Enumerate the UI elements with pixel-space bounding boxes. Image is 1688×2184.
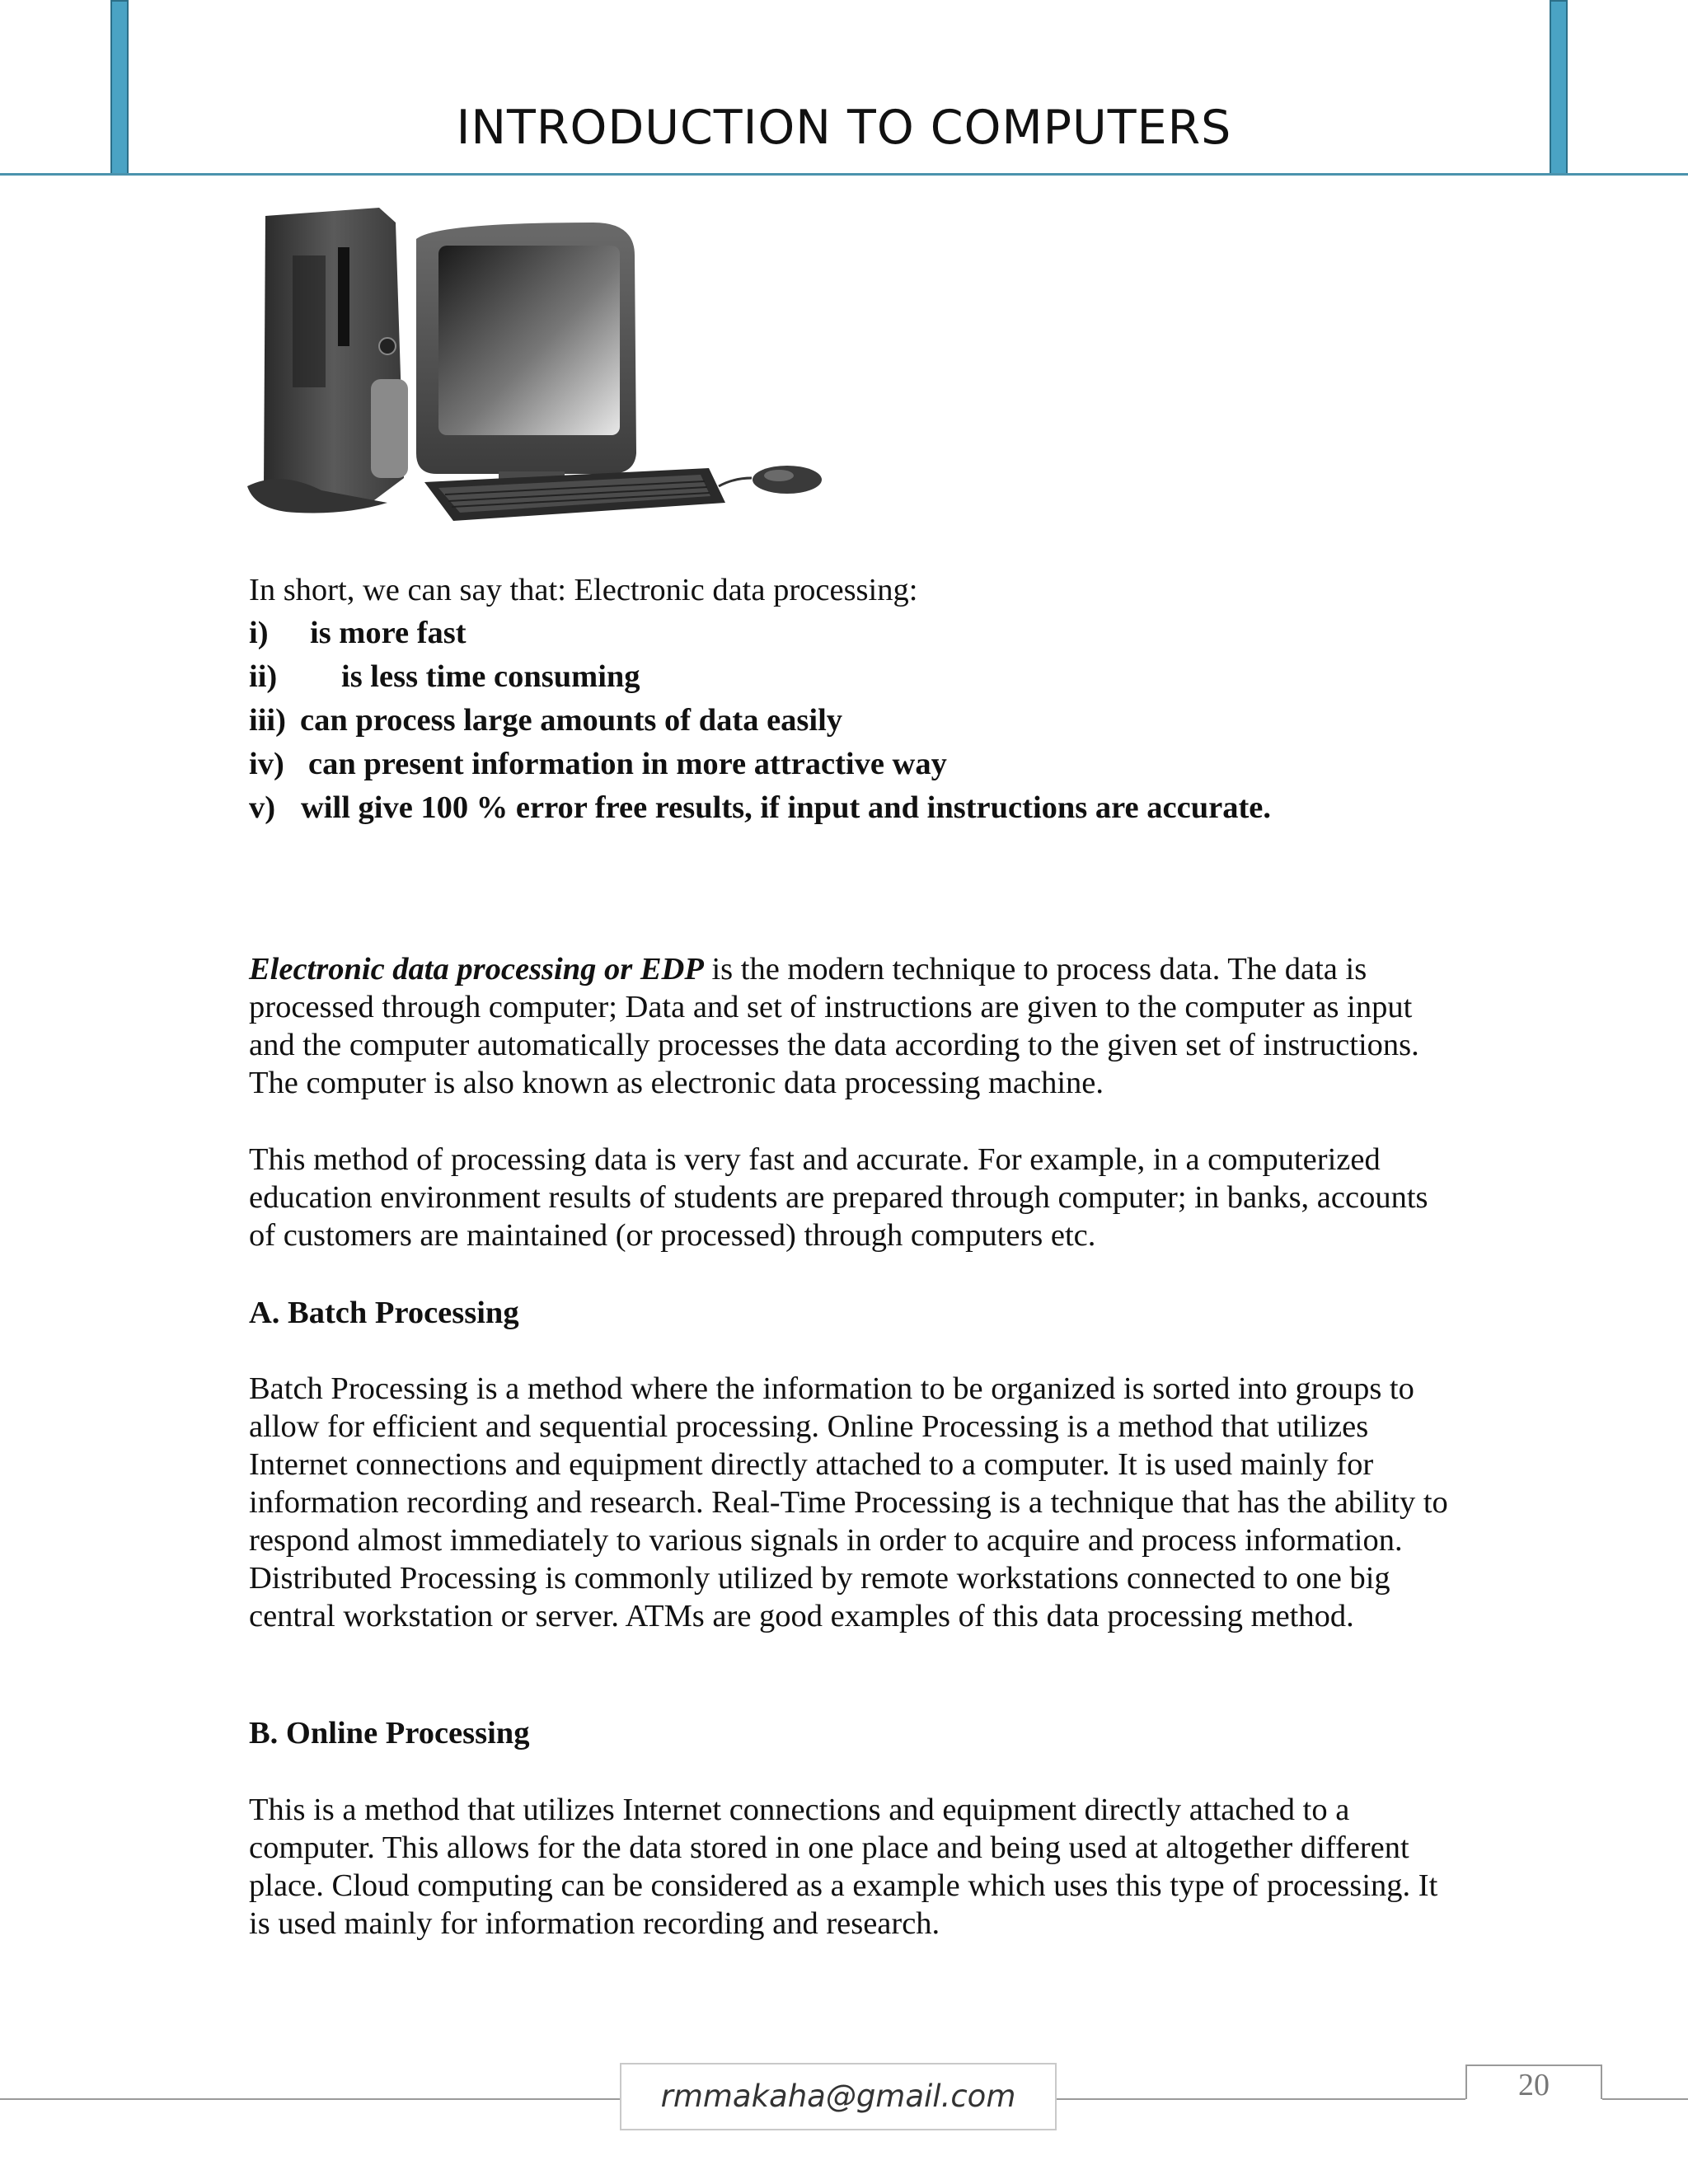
page-number: 20 [1518,2068,1550,2102]
list-item-text: is more fast [310,616,467,650]
online-paragraph: This is a method that utilizes Internet connections and equipment directly attached to a computer. This allows for the data stored in one place and being used at altogether different place. Cloud computing can be considered as a example which uses this type of processing. It is used mainly for information recording and research. [249,1793,1438,1941]
batch-heading: A. Batch Processing [249,1296,519,1330]
list-item-text: can present information in more attractive way [308,747,947,781]
list-item [249,746,947,782]
edp-text: is the modern technique to process data. The data is processed through computer; Data and set of instructions are given to the computer as input and the computer automatically processes the data according to the given set of instructions. The computer is also known as electronic data processing machine. [249,952,1419,1100]
list-item [249,702,842,738]
footer-rule-left [0,2098,620,2100]
list-item-label: ii) [249,659,278,694]
list-item [249,615,467,651]
list-item [249,658,640,695]
method-paragraph: This method of processing data is very fast and accurate. For example, in a computerized education environment results of students are prepared through computer; in banks, accounts of customers are maintained (or processed) through computers etc. [249,1142,1428,1253]
list-item-text: can process large amounts of data easily [300,703,843,738]
intro-text: In short, we can say that: Electronic data processing: [249,573,918,607]
footer-rule-middle [1057,2098,1465,2100]
header-rule [0,173,1688,176]
footer-rule-right [1602,2098,1688,2100]
list-item-text: is less time consuming [341,659,640,694]
footer-email: rmmakaha@gmail.com [620,2063,1057,2130]
online-heading: B. Online Processing [249,1716,530,1750]
page-title: INTRODUCTION TO COMPUTERS [456,101,1232,155]
desktop-computer-icon [247,206,841,523]
edp-paragraph [249,950,1452,1102]
edp-lead: Electronic data processing or EDP [249,952,704,987]
list-item-label: iii) [249,703,286,738]
list-item-text: will give 100 % error free results, if input and instructions are accurate. [301,790,1271,825]
list-item-label: v) [249,790,276,825]
list-item-label: i) [249,616,269,650]
list-item-label: iv) [249,747,284,781]
batch-paragraph: Batch Processing is a method where the information to be organized is sorted into groups to allow for efficient and sequential processing. Online Processing is a method that utilizes Internet connections and equipment directly attached to a computer. It is used mainly for information recording and research. Real-Time Processing is a technique that has the ability to respond almost immediately to various signals in order to acquire and process information. Distributed Processing is commonly utilized by remote workstations connected to one big central workstation or server. ATMs are good examples of this data processing method. [249,1371,1448,1633]
list-item [249,790,1271,826]
